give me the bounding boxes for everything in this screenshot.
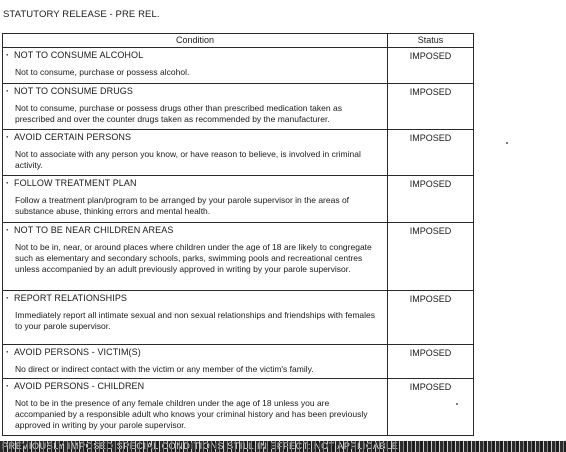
table-row: [3, 345, 474, 379]
status-value: IMPOSED: [388, 379, 474, 436]
condition-description: Follow a treatment plan/program to be arranged by your parole supervisor in the areas of substance abuse, thinking errors and mental health.: [15, 195, 350, 216]
condition-description: Not to consume, purchase or possess alcohol.: [15, 67, 190, 77]
table-row: [3, 176, 474, 223]
condition-name: · AVOID PERSONS - CHILDREN: [8, 381, 381, 392]
document-title: STATUTORY RELEASE - PRE REL.: [3, 9, 160, 20]
condition-cell: [3, 130, 388, 176]
condition-name: · AVOID PERSONS - VICTIM(S): [8, 347, 381, 358]
table-row: [3, 48, 474, 84]
condition-name: · NOT TO CONSUME ALCOHOL: [8, 50, 381, 61]
scan-speck: [506, 142, 508, 144]
status-value: IMPOSED: [388, 130, 474, 176]
condition-description: Not to associate with any person you know, or have reason to believe, is involved in criminal activity.: [15, 149, 361, 170]
condition-description: Not to be in the presence of any female children under the age of 18 unless you are accompanied by a responsible adult who knows your criminal history and has been previously approved in writing by your parole supervisor.: [15, 398, 368, 430]
status-value: IMPOSED: [388, 223, 474, 291]
condition-cell: [3, 379, 388, 436]
condition-cell: [3, 176, 388, 223]
status-value: IMPOSED: [388, 84, 474, 130]
table-row: [3, 291, 474, 345]
table-row: [3, 223, 474, 291]
status-value: IMPOSED: [388, 176, 474, 223]
condition-description: Immediately report all intimate sexual and non sexual relationships and friendships with females to your parole supervisor.: [15, 310, 376, 331]
condition-name: · NOT TO BE NEAR CHILDREN AREAS: [8, 225, 381, 236]
status-value: IMPOSED: [388, 345, 474, 379]
status-column-header: Status: [388, 34, 474, 48]
scan-speck: [456, 403, 458, 405]
condition-cell: [3, 48, 388, 84]
footer-text: PREVIOUSLY IMPOSED SPECIAL CONDITIONS STILL IN EFFECT: NOT APPLICABLE: [2, 441, 399, 451]
condition-column-header: Condition: [3, 34, 388, 48]
condition-name: · FOLLOW TREATMENT PLAN: [8, 178, 381, 189]
condition-name: · AVOID CERTAIN PERSONS: [8, 132, 381, 143]
condition-description: Not to be in, near, or around places where children under the age of 18 are likely to congregate such as elementary and secondary schools, parks, swimming pools and recreational centres unless accompanied by an adult previously approved in writing by your parole supervisor.: [15, 242, 372, 274]
table-row: [3, 84, 474, 130]
status-value: IMPOSED: [388, 291, 474, 345]
table-row: [3, 130, 474, 176]
condition-cell: [3, 291, 388, 345]
condition-description: Not to consume, purchase or possess drugs other than prescribed medication taken as prescribed and over the counter drugs taken as recommended by the manufacturer.: [15, 103, 342, 124]
condition-description: No direct or indirect contact with the victim or any member of the victim's family.: [15, 364, 314, 374]
conditions-table: [2, 33, 474, 436]
condition-cell: [3, 84, 388, 130]
table-header-row: [3, 34, 474, 48]
condition-name: · REPORT RELATIONSHIPS: [8, 293, 381, 304]
condition-cell: [3, 345, 388, 379]
condition-cell: [3, 223, 388, 291]
table-row: [3, 379, 474, 436]
footer-strip: [0, 441, 566, 452]
condition-name: · NOT TO CONSUME DRUGS: [8, 86, 381, 97]
status-value: IMPOSED: [388, 48, 474, 84]
